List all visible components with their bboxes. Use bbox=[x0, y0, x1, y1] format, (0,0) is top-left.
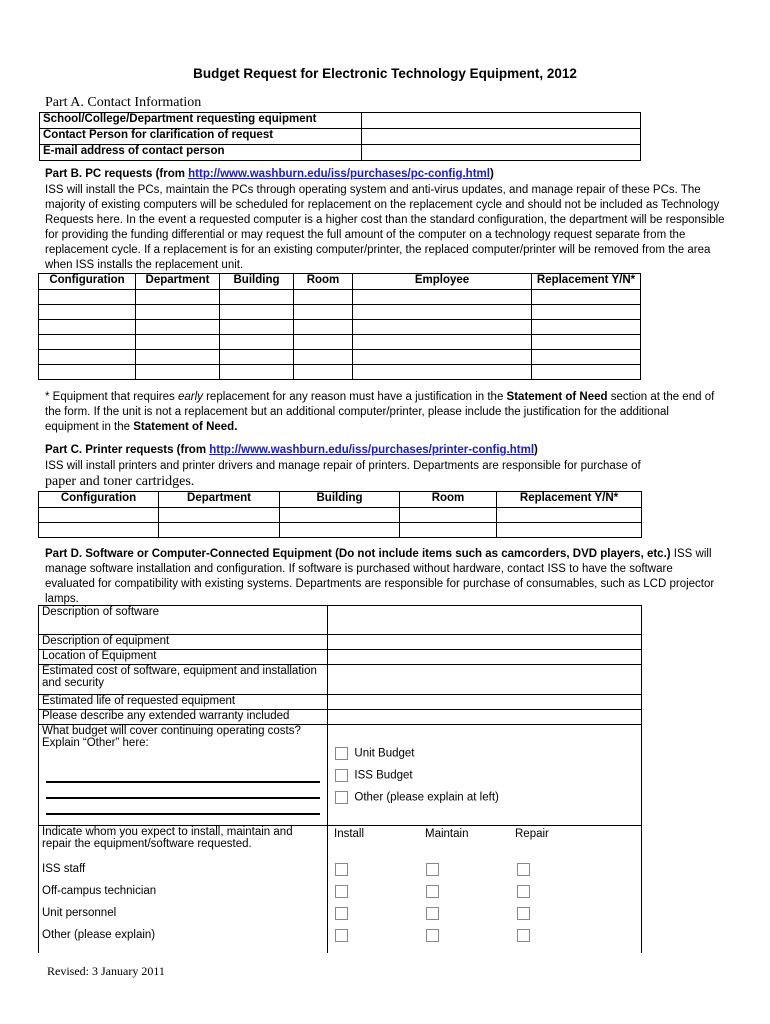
table-cell[interactable] bbox=[159, 508, 280, 523]
col-header: Configuration bbox=[39, 492, 159, 508]
table-cell[interactable] bbox=[294, 320, 353, 335]
part-c-body-continued: paper and toner cartridges. bbox=[45, 474, 195, 489]
table-cell[interactable] bbox=[220, 350, 294, 365]
table-cell[interactable] bbox=[353, 290, 532, 305]
table-cell[interactable] bbox=[39, 320, 136, 335]
email-field[interactable] bbox=[362, 145, 641, 161]
table-row bbox=[39, 290, 641, 305]
checkbox[interactable] bbox=[517, 885, 530, 898]
checkbox[interactable] bbox=[335, 769, 348, 782]
row-label: Estimated cost of software, equipment and installation and security bbox=[39, 665, 328, 695]
contact-label: School/College/Department requesting equipment bbox=[40, 113, 362, 129]
option-label: Other (please explain at left) bbox=[354, 791, 499, 804]
option-label: Unit Budget bbox=[354, 747, 415, 760]
footnote-bold: Statement of Need. bbox=[133, 421, 238, 433]
table-cell[interactable] bbox=[280, 523, 400, 538]
part-b-heading-text: Part B. PC requests (from bbox=[45, 168, 189, 180]
table-cell[interactable] bbox=[400, 508, 497, 523]
col-header: Building bbox=[280, 492, 400, 508]
table-row bbox=[39, 335, 641, 350]
contact-info-table bbox=[39, 112, 641, 161]
part-b-heading-close: ) bbox=[489, 168, 494, 180]
col-header: Room bbox=[294, 274, 353, 290]
col-header: Room bbox=[400, 492, 497, 508]
part-c-body: ISS will install printers and printer drivers and manage repair of printers. Departments are responsible for purchase of bbox=[45, 460, 641, 472]
table-row bbox=[39, 320, 641, 335]
table-cell[interactable] bbox=[353, 350, 532, 365]
col-repair: Repair bbox=[515, 828, 549, 840]
part-a-heading: Part A. Contact Information bbox=[45, 95, 202, 110]
equipment-location-field[interactable] bbox=[328, 650, 642, 665]
table-cell[interactable] bbox=[136, 350, 220, 365]
table-cell[interactable] bbox=[220, 290, 294, 305]
footnote-text: * Equipment that requires bbox=[45, 391, 178, 403]
row-label: Location of Equipment bbox=[39, 650, 328, 665]
table-cell[interactable] bbox=[136, 335, 220, 350]
checkbox[interactable] bbox=[426, 929, 439, 942]
checkbox[interactable] bbox=[517, 907, 530, 920]
table-cell[interactable] bbox=[400, 523, 497, 538]
checkbox[interactable] bbox=[335, 885, 348, 898]
col-header: Configuration bbox=[39, 274, 136, 290]
table-cell[interactable] bbox=[39, 365, 136, 380]
col-header: Replacement Y/N* bbox=[497, 492, 642, 508]
col-header: Employee bbox=[353, 274, 532, 290]
checkbox[interactable] bbox=[335, 907, 348, 920]
checkbox[interactable] bbox=[335, 747, 348, 760]
table-cell[interactable] bbox=[532, 335, 641, 350]
footnote-bold: Statement of Need bbox=[506, 391, 608, 403]
explain-line[interactable] bbox=[46, 797, 320, 799]
table-cell[interactable] bbox=[353, 335, 532, 350]
checkbox[interactable] bbox=[426, 907, 439, 920]
explain-line[interactable] bbox=[46, 813, 320, 815]
part-c-heading bbox=[45, 444, 538, 456]
table-cell[interactable] bbox=[136, 305, 220, 320]
pc-config-link[interactable]: http://www.washburn.edu/iss/purchases/pc-config.html bbox=[188, 168, 490, 180]
explain-line[interactable] bbox=[46, 781, 320, 783]
table-cell[interactable] bbox=[497, 508, 642, 523]
contact-label: Contact Person for clarification of request bbox=[40, 129, 362, 145]
responsibility-question: Indicate whom you expect to install, maintain and repair the equipment/software requested. bbox=[42, 826, 293, 850]
part-d-heading: Part D. Software or Computer-Connected Equipment (Do not include items such as camcorders, DVD players, etc.) bbox=[45, 548, 671, 560]
table-cell[interactable] bbox=[353, 320, 532, 335]
budget-option-unit[interactable] bbox=[335, 747, 415, 760]
budget-option-iss[interactable] bbox=[335, 769, 413, 782]
budget-question-cell bbox=[39, 725, 328, 826]
table-cell[interactable] bbox=[220, 365, 294, 380]
row-label: Description of software bbox=[39, 606, 328, 635]
col-install: Install bbox=[334, 828, 365, 840]
contact-label: E-mail address of contact person bbox=[40, 145, 362, 161]
table-row bbox=[39, 350, 641, 365]
printer-config-link[interactable]: http://www.washburn.edu/iss/purchases/printer-config.html bbox=[209, 444, 535, 456]
part-b-heading bbox=[45, 168, 494, 180]
part-d-body: ISS will manage software installation and configuration. If software is purchased without hardware, contact ISS to have the software evaluated for compatibility with existing systems. Departments are responsible for purchase of consumables, such as LCD projector lamps. bbox=[45, 548, 715, 605]
warranty-field[interactable] bbox=[328, 710, 642, 725]
estimated-life-field[interactable] bbox=[328, 695, 642, 710]
table-cell[interactable] bbox=[136, 365, 220, 380]
col-header: Department bbox=[136, 274, 220, 290]
table-cell[interactable] bbox=[532, 320, 641, 335]
responsibility-grid bbox=[328, 826, 642, 953]
table-cell[interactable] bbox=[220, 335, 294, 350]
table-cell[interactable] bbox=[294, 305, 353, 320]
checkbox[interactable] bbox=[335, 791, 348, 804]
footnote-emphasis: early bbox=[177, 391, 203, 403]
table-cell[interactable] bbox=[294, 290, 353, 305]
table-row bbox=[39, 365, 641, 380]
table-cell[interactable] bbox=[39, 523, 159, 538]
col-header: Department bbox=[159, 492, 280, 508]
checkbox[interactable] bbox=[426, 885, 439, 898]
contact-person-field[interactable] bbox=[362, 129, 641, 145]
row-label: Description of equipment bbox=[39, 635, 328, 650]
table-cell[interactable] bbox=[159, 523, 280, 538]
table-cell[interactable] bbox=[39, 290, 136, 305]
pc-requests-table bbox=[38, 273, 641, 380]
budget-options-cell bbox=[328, 725, 642, 826]
option-label: ISS Budget bbox=[354, 769, 413, 782]
row-label: Estimated life of requested equipment bbox=[39, 695, 328, 710]
table-cell[interactable] bbox=[294, 335, 353, 350]
printer-requests-table bbox=[38, 491, 642, 538]
estimated-cost-field[interactable] bbox=[328, 665, 642, 695]
revision-date: Revised: 3 January 2011 bbox=[47, 964, 165, 978]
footnote-text: replacement for any reason must have a justification in the bbox=[202, 391, 507, 403]
row-label: Please describe any extended warranty included bbox=[39, 710, 328, 725]
table-cell[interactable] bbox=[39, 508, 159, 523]
table-cell[interactable] bbox=[136, 290, 220, 305]
col-header: Building bbox=[220, 274, 294, 290]
col-maintain: Maintain bbox=[425, 828, 469, 840]
budget-option-other[interactable] bbox=[335, 791, 499, 804]
table-row bbox=[39, 305, 641, 320]
checkbox[interactable] bbox=[426, 863, 439, 876]
budget-explain-label: Explain “Other” here: bbox=[42, 737, 149, 749]
checkbox[interactable] bbox=[517, 929, 530, 942]
part-d-intro bbox=[45, 547, 725, 607]
table-cell[interactable] bbox=[353, 365, 532, 380]
table-cell[interactable] bbox=[497, 523, 642, 538]
table-cell[interactable] bbox=[294, 365, 353, 380]
department-field[interactable] bbox=[362, 113, 641, 129]
table-cell[interactable] bbox=[294, 350, 353, 365]
table-cell[interactable] bbox=[39, 350, 136, 365]
table-cell[interactable] bbox=[39, 335, 136, 350]
responsibility-row-label: Other (please explain) bbox=[42, 929, 156, 941]
table-cell[interactable] bbox=[39, 305, 136, 320]
table-cell[interactable] bbox=[532, 365, 641, 380]
table-cell[interactable] bbox=[220, 305, 294, 320]
equipment-description-field[interactable] bbox=[328, 635, 642, 650]
document-title: Budget Request for Electronic Technology Equipment, 2012 bbox=[193, 66, 577, 81]
table-cell[interactable] bbox=[280, 508, 400, 523]
responsibility-cell bbox=[39, 826, 328, 953]
checkbox[interactable] bbox=[335, 863, 348, 876]
budget-question: What budget will cover continuing operating costs? bbox=[42, 725, 301, 737]
col-header: Replacement Y/N* bbox=[532, 274, 641, 290]
responsibility-row-label: Unit personnel bbox=[42, 907, 117, 919]
table-cell[interactable] bbox=[136, 320, 220, 335]
table-row bbox=[39, 508, 642, 523]
table-cell[interactable] bbox=[353, 305, 532, 320]
software-equipment-table bbox=[38, 605, 642, 953]
table-cell[interactable] bbox=[532, 350, 641, 365]
software-description-field[interactable] bbox=[328, 606, 642, 635]
table-cell[interactable] bbox=[532, 290, 641, 305]
part-c-heading-text: Part C. Printer requests (from bbox=[45, 444, 210, 456]
part-b-body: ISS will install the PCs, maintain the PCs through operating system and anti-virus updates, and manage repair of these PCs. The majority of existing computers will be scheduled for replacement on the replacement cycle and should not be included as Technology Requests here. In the event a requested computer is a higher cost than the standard configuration, the department will be responsible for providing the funding differential or may request the full amount of the computer on a technology request separate from the replacement cycle. If a replacement is for an existing computer/printer, the replaced computer/printer will be removed from the area when ISS installs the replacement unit. bbox=[45, 184, 725, 271]
responsibility-row-label: Off-campus technician bbox=[42, 885, 157, 897]
table-cell[interactable] bbox=[220, 320, 294, 335]
footnote-text: section at the end of the form. If the unit is not a replacement but an additional computer/printer, please include the justification for the additional equipment in the bbox=[45, 391, 715, 433]
table-cell[interactable] bbox=[532, 305, 641, 320]
checkbox[interactable] bbox=[517, 863, 530, 876]
table-row bbox=[39, 523, 642, 538]
replacement-footnote bbox=[45, 390, 725, 435]
part-c-heading-close: ) bbox=[534, 444, 538, 456]
responsibility-row-label: ISS staff bbox=[42, 863, 86, 875]
checkbox[interactable] bbox=[335, 929, 348, 942]
